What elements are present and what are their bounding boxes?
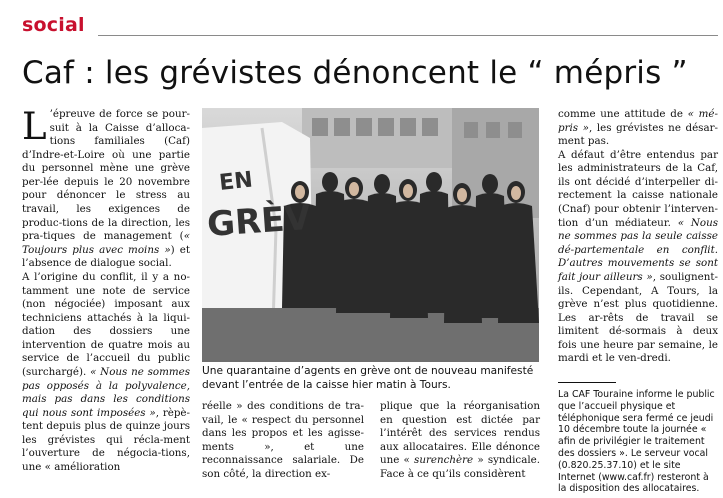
text-run: , soulignent-ils. Cependant, A Tours, la grève n’est plus quotidienne. Les ar-rêts de travail se limitent dé-sormais à deux fois une heure par semaine, le mardi et le ven-dredi.	[558, 270, 718, 365]
notice-box: La CAF Touraine informe le public que l’accueil physique et téléphonique sera fermé ce jeudi 10 décembre toute la journée « afin de privilégier le traitement des dossiers ». Le serveur vocal (0.820.25.37.10) et le site Internet (www.caf.fr) resteront à la disposition des allocataires.	[558, 389, 715, 495]
paragraph	[22, 271, 190, 475]
column-3	[380, 400, 540, 481]
quote: « Nous ne sommes pas la seule caisse dé-partementale en conflit. D’autres mouvements se sont fait jour ailleurs »	[558, 216, 718, 283]
headline: Caf : les grévistes dénoncent le “ mépris ”	[22, 55, 688, 91]
text-run: » syndicale. Face à ce qu’ils considèrent	[380, 454, 540, 480]
quote: « Nous ne sommes pas opposés à la polyvalence, mais pas dans les conditions qui nous sont imposées »	[22, 365, 190, 419]
text-run: , rèpè-tent depuis plus de quinze jours les grévistes qui récla-ment l’ouverture de négocia-tions, une « amélioration	[22, 406, 190, 474]
text-run: , les grévistes ne désar-ment pas.	[558, 121, 718, 148]
text-run: plique que la réorganisation en question est dictée par l’intérêt des services rendus aux allocataires. Elle dénonce une «	[380, 400, 540, 467]
drop-cap: L	[22, 105, 47, 148]
text-run: ) et l’absence de dialogue social.	[22, 243, 190, 270]
notice-divider	[558, 382, 616, 383]
column-2	[202, 400, 364, 481]
paragraph	[22, 105, 190, 271]
text-run: A l’origine du conflit, il y a no-tamment une note de service (non négociée) imposant aux techniciens attachés à la liqui-dation des dossiers une intervention de quatre mois au service de l’accueil du public (surchargé).	[22, 270, 190, 378]
section-label: social	[22, 14, 85, 36]
banner-text: EN	[218, 167, 254, 196]
strike-photo	[202, 108, 539, 362]
quote: « Toujours plus avec moins »	[22, 230, 190, 256]
text-run: comme une attitude de	[558, 108, 688, 120]
paragraph	[558, 149, 718, 366]
section-divider	[98, 35, 718, 36]
paragraph: réelle » des conditions de tra-vail, le « respect du personnel dans les propos et les agisse-ments », et une reconnaissance salariale. De son côté, la direction ex-	[202, 400, 364, 480]
paragraph	[558, 108, 718, 149]
text-run: ’épreuve de force se pour-suit à la Caisse d’alloca-tions familiales (Caf) d’Indre-et-Loire où une partie du personnel mène une grève per-lée depuis le 20 novembre pour dénoncer le stress au travail, les exigences de produc-tions de la direction, les pra-tiques de management (	[22, 108, 190, 243]
column-1	[22, 105, 190, 475]
photo-caption: Une quarantaine d’agents en grève ont de nouveau manifesté devant l’entrée de la caisse hier matin à Tours.	[202, 365, 534, 391]
quote: surenchère	[414, 454, 474, 467]
column-4	[558, 108, 718, 366]
photo-illustration	[202, 108, 539, 362]
quote: « mé-pris »	[558, 108, 718, 134]
banner-text: GRÈV	[205, 197, 313, 245]
paragraph	[380, 400, 540, 481]
text-run: A défaut d’être entendus par les administrateurs de la Caf, ils ont décidé d’interpeller di-rectement la caisse nationale (Cnaf) pour obtenir l’interven-tion d’un médiateur.	[558, 148, 718, 229]
